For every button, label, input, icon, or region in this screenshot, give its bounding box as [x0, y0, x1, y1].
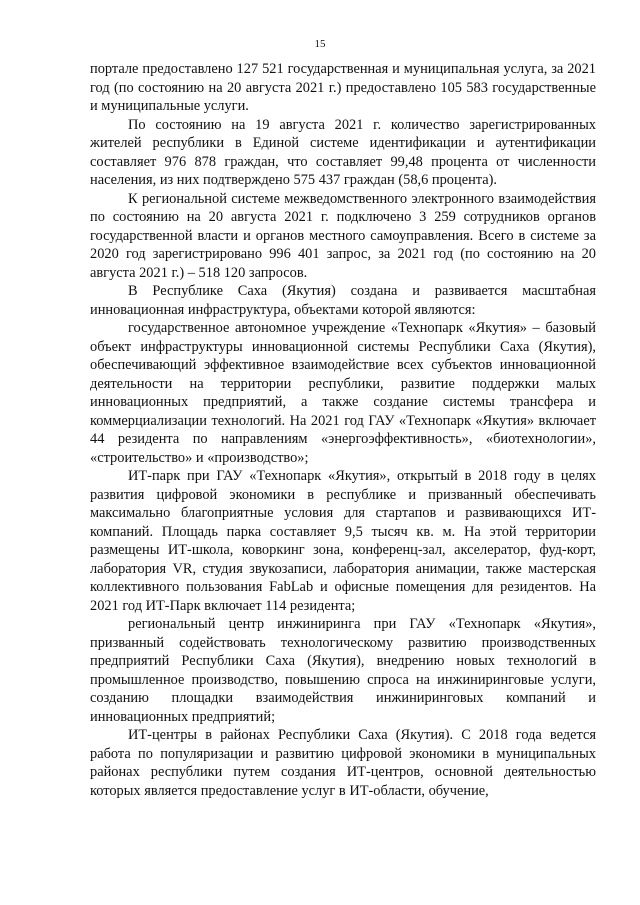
paragraph-innovation-infrastructure: В Республике Саха (Якутия) создана и развивается масштабная инновационная инфраструктура, объектами которой являются: [90, 283, 596, 318]
paragraph-smev-interaction: К региональной системе межведомственного электронного взаимодействия по состоянию на 20 августа 2021 г. подключено 3 259 сотрудников органов государственной власти и органов местного самоуправления. Всего в системе за 2020 год зарегистрировано 996 401 запрос, за 2021 год (по состоянию на 20 августа 2021 г.) – 518 120 запросов. [90, 190, 596, 281]
paragraph-continuation: порталe предоставлено 127 521 государственная и муниципальная услуга, за 2021 год (по состоянию на 20 августа 2021 г.) предоставлено 105 583 государственные и муниципальные услуги. [90, 61, 596, 114]
paragraph-engineering-center: региональный центр инжиниринга при ГАУ «Технопарк «Якутия», призванный содействовать технологическому развитию производственных предприятий Республики Саха (Якутия), внедрению новых технологий в промышленное производство, повышению спроса на инжиниринговые услуги, созданию площадки взаимодействия инжиниринговых компаний и инновационных предприятий; [90, 616, 596, 725]
document-body [90, 60, 596, 800]
page-number: 15 [314, 38, 326, 50]
paragraph-esia-registration: По состоянию на 19 августа 2021 г. количество зарегистрированных жителей республики в Единой системе идентификации и аутентификации составляет 976 878 граждан, что составляет 99,48 процента от численности населения, из них подтверждено 575 437 граждан (58,6 процента). [90, 116, 596, 188]
paragraph-technopark: государственное автономное учреждение «Технопарк «Якутия» – базовый объект инфраструктуры инновационной системы Республики Саха (Якутия), обеспечивающий эффективное взаимодействие всех субъектов инновационной деятельности на территории республики, развитие поддержки малых инновационных предприятий, а также создание системы трансфера и коммерциализации технологий. На 2021 год ГАУ «Технопарк «Якутия» включает 44 резидента по направлениям «энергоэффективность», «биотехнологии», «строительство» и «производство»; [90, 320, 596, 466]
paragraph-it-park: ИТ-парк при ГАУ «Технопарк «Якутия», открытый в 2018 году в целях развития цифровой экономики в республике и призванный обеспечивать максимально благоприятные условия для стартапов и развивающихся ИТ-компаний. Площадь парка составляет 9,5 тысяч кв. м. На этой территории размещены ИТ-школа, коворкинг зона, конференц-зал, акселератор, фуд-корт, лаборатория VR, студия звукозаписи, лаборатория анимации, также мастерская коллективного пользования FabLab и офисные помещения для резидентов. На 2021 год ИТ-Парк включает 114 резидента; [90, 468, 596, 614]
paragraph-it-centers: ИТ-центры в районах Республики Саха (Якутия). С 2018 года ведется работа по популяризации и развитию цифровой экономики в муниципальных районах республики путем создания ИТ-центров, основной деятельностью которых является предоставление услуг в ИТ-области, обучение, [90, 727, 596, 799]
